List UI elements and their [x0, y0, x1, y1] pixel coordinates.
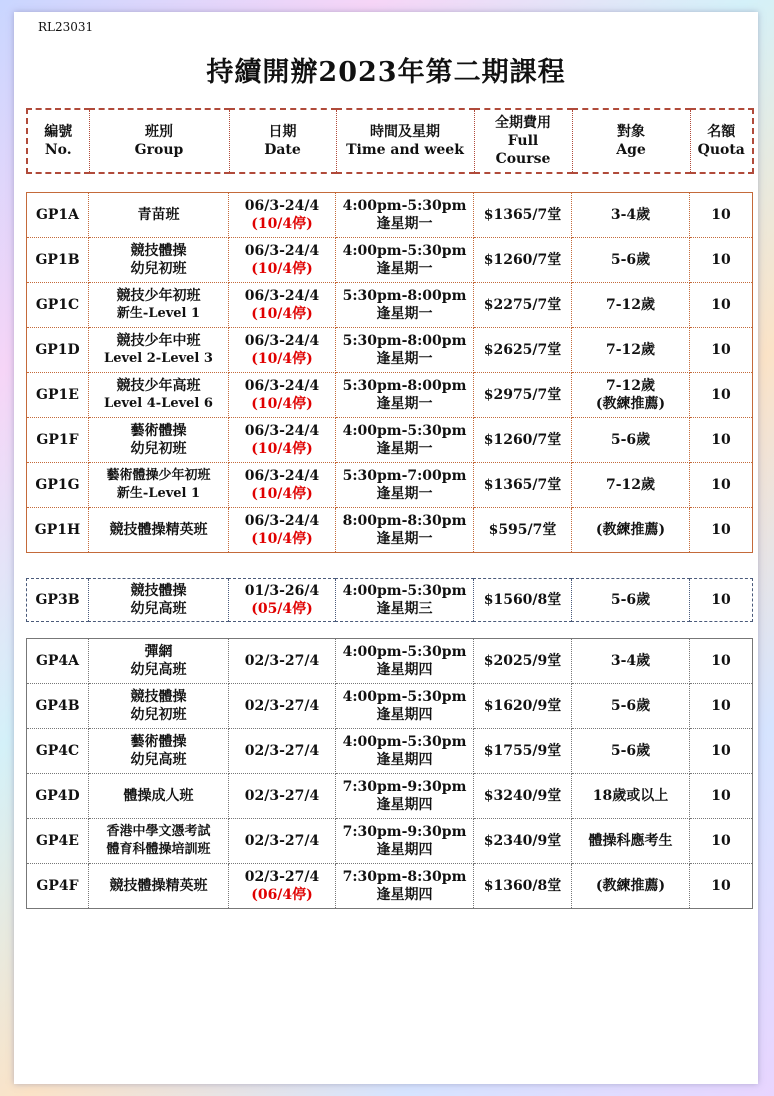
- date-cell: [229, 819, 336, 864]
- time-range: 7:30pm-9:30pm: [342, 824, 467, 840]
- table-row: [27, 418, 753, 463]
- weekday: 逢星期三: [376, 601, 433, 617]
- date-cell: [229, 579, 336, 622]
- time-cell: [336, 639, 474, 684]
- course-no: GP1F: [36, 432, 79, 448]
- date-range: 02/3-27/4: [244, 743, 320, 759]
- course-no-cell: [27, 684, 89, 729]
- target-age: 7-12歲: [605, 297, 656, 313]
- course-no-cell: [27, 373, 89, 418]
- fee-cell: [474, 579, 572, 622]
- course-no: GP4F: [36, 878, 79, 894]
- date-range: 02/3-27/4: [244, 788, 320, 804]
- time-range: 7:30pm-8:30pm: [342, 869, 467, 885]
- course-no: GP4D: [35, 788, 80, 804]
- quota-value: 10: [711, 653, 731, 669]
- quota-cell: [690, 774, 753, 819]
- time-range: 4:00pm-5:30pm: [342, 734, 467, 750]
- quota-value: 10: [711, 698, 731, 714]
- date-cell: [229, 418, 336, 463]
- suspension-note: (10/4停): [251, 441, 313, 457]
- weekday: 逢星期一: [376, 306, 433, 322]
- quota-value: 10: [711, 252, 731, 268]
- course-no-cell: [27, 774, 89, 819]
- quota-cell: [690, 819, 753, 864]
- time-range: 5:30pm-8:00pm: [342, 333, 467, 349]
- document-code: RL23031: [38, 20, 94, 34]
- suspension-note: (10/4停): [251, 351, 313, 367]
- group-name: 競技少年高班: [116, 378, 201, 394]
- course-no-cell: [27, 193, 89, 238]
- fee-cell: [474, 508, 572, 553]
- full-course-fee: $1365/7堂: [483, 477, 562, 493]
- weekday: 逢星期四: [376, 752, 433, 768]
- quota-cell: [690, 729, 753, 774]
- fee-cell: [474, 418, 572, 463]
- date-cell: [229, 283, 336, 328]
- quota-value: 10: [711, 788, 731, 804]
- quota-cell: [690, 193, 753, 238]
- group-name: 競技體操: [130, 689, 187, 705]
- time-range: 4:00pm-5:30pm: [342, 198, 467, 214]
- quota-value: 10: [711, 387, 731, 403]
- suspension-note: (10/4停): [251, 486, 313, 502]
- full-course-fee: $1260/7堂: [483, 252, 562, 268]
- quota-cell: [690, 684, 753, 729]
- time-range: 5:30pm-7:00pm: [342, 468, 467, 484]
- quota-cell: [690, 508, 753, 553]
- age-cell: [572, 774, 690, 819]
- target-age: (教練推薦): [595, 878, 666, 894]
- table-header: [26, 108, 754, 174]
- full-course-fee: $3240/9堂: [483, 788, 562, 804]
- wednesday-classes-table: [26, 578, 753, 622]
- date-cell: [229, 328, 336, 373]
- age-cell: [572, 508, 690, 553]
- quota-cell: [690, 238, 753, 283]
- group-cell: [89, 579, 229, 622]
- date-range: 02/3-27/4: [244, 833, 320, 849]
- weekday: 逢星期一: [376, 396, 433, 412]
- course-no: GP1A: [35, 207, 80, 223]
- age-cell: [572, 639, 690, 684]
- thursday-classes-table: [26, 638, 753, 909]
- time-range: 4:00pm-5:30pm: [342, 423, 467, 439]
- full-course-fee: $2275/7堂: [483, 297, 562, 313]
- course-no: GP1D: [35, 342, 80, 358]
- date-range: 06/3-24/4: [244, 198, 320, 214]
- target-age: 5-6歲: [610, 432, 651, 448]
- group-cell: [89, 238, 229, 283]
- suspension-note: (05/4停): [251, 601, 313, 617]
- page-title: 持續開辦2023年第二期課程: [206, 57, 566, 88]
- date-range: 06/3-24/4: [244, 243, 320, 259]
- table-row: [27, 819, 753, 864]
- target-age: 3-4歲: [610, 653, 651, 669]
- weekday: 逢星期一: [376, 216, 433, 232]
- date-cell: [229, 193, 336, 238]
- time-cell: [336, 463, 474, 508]
- course-no: GP4A: [35, 653, 80, 669]
- date-cell: [229, 463, 336, 508]
- header-time: 時間及星期 Time and week: [336, 109, 474, 173]
- weekday: 逢星期一: [376, 351, 433, 367]
- table-row: [27, 639, 753, 684]
- course-no-cell: [27, 639, 89, 684]
- full-course-fee: $1365/7堂: [483, 207, 562, 223]
- time-range: 4:00pm-5:30pm: [342, 644, 467, 660]
- weekday: 逢星期四: [376, 887, 433, 903]
- header-fee: 全期費用 Full Course: [474, 109, 572, 173]
- age-cell: [572, 328, 690, 373]
- date-cell: [229, 684, 336, 729]
- quota-cell: [690, 463, 753, 508]
- quota-cell: [690, 283, 753, 328]
- age-cell: [572, 864, 690, 909]
- course-no-cell: [27, 819, 89, 864]
- course-no-cell: [27, 238, 89, 283]
- group-name: 香港中學文憑考試: [106, 824, 211, 839]
- group-cell: [89, 684, 229, 729]
- group-cell: [89, 193, 229, 238]
- weekday: 逢星期一: [376, 261, 433, 277]
- course-no-cell: [27, 283, 89, 328]
- age-cell: [572, 729, 690, 774]
- date-range: 02/3-27/4: [244, 653, 320, 669]
- course-no: GP1E: [36, 387, 79, 403]
- full-course-fee: $1260/7堂: [483, 432, 562, 448]
- quota-cell: [690, 373, 753, 418]
- time-cell: [336, 328, 474, 373]
- fee-cell: [474, 864, 572, 909]
- group-cell: [89, 729, 229, 774]
- full-course-fee: $1360/8堂: [483, 878, 562, 894]
- time-cell: [336, 238, 474, 283]
- full-course-fee: $2340/9堂: [483, 833, 562, 849]
- weekday: 逢星期四: [376, 797, 433, 813]
- date-range: 06/3-24/4: [244, 333, 320, 349]
- full-course-fee: $595/7堂: [488, 522, 557, 538]
- suspension-note: (06/4停): [251, 887, 313, 903]
- full-course-fee: $2025/9堂: [483, 653, 562, 669]
- course-no-cell: [27, 508, 89, 553]
- header-no: 編號 No.: [27, 109, 89, 173]
- course-no-cell: [27, 579, 89, 622]
- group-cell: [89, 373, 229, 418]
- quota-value: 10: [711, 833, 731, 849]
- group-name: 新生-Level 1: [116, 486, 201, 501]
- table-row: [27, 193, 753, 238]
- course-no: GP1C: [35, 297, 80, 313]
- quota-value: 10: [711, 342, 731, 358]
- suspension-note: (10/4停): [251, 531, 313, 547]
- date-cell: [229, 238, 336, 283]
- full-course-fee: $2975/7堂: [483, 387, 562, 403]
- schedule-sheet: [14, 12, 758, 1084]
- target-age: 3-4歲: [610, 207, 651, 223]
- weekday: 逢星期一: [376, 486, 433, 502]
- fee-cell: [474, 238, 572, 283]
- table-row: [27, 684, 753, 729]
- time-range: 4:00pm-5:30pm: [342, 689, 467, 705]
- group-name: 幼兒高班: [130, 601, 187, 617]
- group-cell: [89, 418, 229, 463]
- group-name: 藝術體操少年初班: [106, 468, 211, 483]
- quota-value: 10: [711, 743, 731, 759]
- time-cell: [336, 418, 474, 463]
- table-row: [27, 579, 753, 622]
- monday-classes-table: [26, 192, 753, 553]
- full-course-fee: $2625/7堂: [483, 342, 562, 358]
- fee-cell: [474, 463, 572, 508]
- date-cell: [229, 508, 336, 553]
- table-row: [27, 774, 753, 819]
- group-name: 競技體操精英班: [109, 522, 208, 538]
- time-range: 5:30pm-8:00pm: [342, 378, 467, 394]
- date-range: 01/3-26/4: [244, 583, 320, 599]
- time-cell: [336, 193, 474, 238]
- group-name: 競技少年初班: [116, 288, 201, 304]
- group-name: Level 4-Level 6: [104, 396, 213, 411]
- course-no: GP4B: [35, 698, 80, 714]
- group-name: 競技體操: [130, 243, 187, 259]
- full-course-fee: $1755/9堂: [483, 743, 562, 759]
- time-cell: [336, 774, 474, 819]
- time-cell: [336, 864, 474, 909]
- weekday: 逢星期一: [376, 441, 433, 457]
- target-age: 5-6歲: [610, 592, 651, 608]
- time-cell: [336, 684, 474, 729]
- suspension-note: (10/4停): [251, 306, 313, 322]
- group-name: 競技體操精英班: [109, 878, 208, 894]
- fee-cell: [474, 283, 572, 328]
- table-row: [27, 283, 753, 328]
- fee-cell: [474, 774, 572, 819]
- time-range: 8:00pm-8:30pm: [342, 513, 467, 529]
- group-cell: [89, 508, 229, 553]
- group-name: 幼兒初班: [130, 261, 187, 277]
- group-name: 彈網: [144, 644, 173, 660]
- group-name: 競技少年中班: [116, 333, 201, 349]
- group-name: 競技體操: [130, 583, 187, 599]
- header-row: [27, 109, 753, 173]
- course-no-cell: [27, 729, 89, 774]
- course-no: GP1G: [35, 477, 80, 493]
- suspension-note: (10/4停): [251, 261, 313, 277]
- table-row: [27, 238, 753, 283]
- fee-cell: [474, 373, 572, 418]
- quota-value: 10: [711, 297, 731, 313]
- time-cell: [336, 729, 474, 774]
- quota-value: 10: [711, 477, 731, 493]
- table-row: [27, 328, 753, 373]
- course-no-cell: [27, 328, 89, 373]
- quota-cell: [690, 639, 753, 684]
- date-cell: [229, 864, 336, 909]
- age-cell: [572, 418, 690, 463]
- target-age: 7-12歲: [605, 342, 656, 358]
- target-age: (教練推薦): [595, 396, 666, 412]
- group-cell: [89, 819, 229, 864]
- quota-value: 10: [711, 592, 731, 608]
- time-cell: [336, 373, 474, 418]
- group-cell: [89, 864, 229, 909]
- full-course-fee: $1620/9堂: [483, 698, 562, 714]
- course-no: GP4E: [36, 833, 79, 849]
- age-cell: [572, 238, 690, 283]
- course-no-cell: [27, 418, 89, 463]
- header-group: 班別 Group: [89, 109, 229, 173]
- date-range: 06/3-24/4: [244, 378, 320, 394]
- course-no: GP1B: [35, 252, 80, 268]
- course-no: GP3B: [35, 592, 80, 608]
- time-range: 4:00pm-5:30pm: [342, 583, 467, 599]
- fee-cell: [474, 819, 572, 864]
- course-no-cell: [27, 463, 89, 508]
- group-name: 體育科體操培訓班: [106, 842, 211, 857]
- group-cell: [89, 774, 229, 819]
- weekday: 逢星期四: [376, 842, 433, 858]
- full-course-fee: $1560/8堂: [483, 592, 562, 608]
- table-row: [27, 508, 753, 553]
- target-age: 體操科應考生: [588, 833, 673, 849]
- fee-cell: [474, 684, 572, 729]
- time-cell: [336, 819, 474, 864]
- group-name: 幼兒高班: [130, 752, 187, 768]
- table-row: [27, 463, 753, 508]
- group-name: Level 2-Level 3: [104, 351, 213, 366]
- quota-value: 10: [711, 878, 731, 894]
- weekday: 逢星期四: [376, 707, 433, 723]
- fee-cell: [474, 193, 572, 238]
- fee-cell: [474, 729, 572, 774]
- time-cell: [336, 579, 474, 622]
- group-cell: [89, 463, 229, 508]
- weekday: 逢星期一: [376, 531, 433, 547]
- quota-cell: [690, 864, 753, 909]
- group-name: 藝術體操: [130, 734, 187, 750]
- header-age: 對象 Age: [572, 109, 690, 173]
- date-range: 02/3-27/4: [244, 698, 320, 714]
- date-range: 06/3-24/4: [244, 288, 320, 304]
- target-age: 5-6歲: [610, 743, 651, 759]
- date-cell: [229, 729, 336, 774]
- time-cell: [336, 283, 474, 328]
- target-age: 5-6歲: [610, 252, 651, 268]
- group-name: 幼兒高班: [130, 662, 187, 678]
- quota-cell: [690, 579, 753, 622]
- age-cell: [572, 579, 690, 622]
- group-name: 幼兒初班: [130, 441, 187, 457]
- time-range: 4:00pm-5:30pm: [342, 243, 467, 259]
- header-quota: 名額 Quota: [690, 109, 753, 173]
- target-age: 7-12歲: [605, 477, 656, 493]
- group-name: 新生-Level 1: [116, 306, 201, 321]
- fee-cell: [474, 639, 572, 684]
- group-name: 藝術體操: [130, 423, 187, 439]
- date-range: 06/3-24/4: [244, 513, 320, 529]
- target-age: 7-12歲: [605, 378, 656, 394]
- group-name: 幼兒初班: [130, 707, 187, 723]
- course-no-cell: [27, 864, 89, 909]
- time-range: 7:30pm-9:30pm: [342, 779, 467, 795]
- group-cell: [89, 639, 229, 684]
- fee-cell: [474, 328, 572, 373]
- suspension-note: (10/4停): [251, 216, 313, 232]
- quota-cell: [690, 418, 753, 463]
- target-age: (教練推薦): [595, 522, 666, 538]
- course-no: GP4C: [35, 743, 80, 759]
- date-range: 02/3-27/4: [244, 869, 320, 885]
- age-cell: [572, 193, 690, 238]
- weekday: 逢星期四: [376, 662, 433, 678]
- age-cell: [572, 373, 690, 418]
- quota-value: 10: [711, 432, 731, 448]
- target-age: 5-6歲: [610, 698, 651, 714]
- table-row: [27, 373, 753, 418]
- quota-value: 10: [711, 522, 731, 538]
- group-name: 青苗班: [137, 207, 180, 223]
- time-cell: [336, 508, 474, 553]
- table-row: [27, 729, 753, 774]
- age-cell: [572, 283, 690, 328]
- group-cell: [89, 328, 229, 373]
- age-cell: [572, 819, 690, 864]
- time-range: 5:30pm-8:00pm: [342, 288, 467, 304]
- date-range: 06/3-24/4: [244, 468, 320, 484]
- quota-cell: [690, 328, 753, 373]
- group-cell: [89, 283, 229, 328]
- header-date: 日期 Date: [229, 109, 336, 173]
- date-cell: [229, 373, 336, 418]
- age-cell: [572, 463, 690, 508]
- suspension-note: (10/4停): [251, 396, 313, 412]
- age-cell: [572, 684, 690, 729]
- date-cell: [229, 639, 336, 684]
- course-no: GP1H: [34, 522, 81, 538]
- table-row: [27, 864, 753, 909]
- target-age: 18歲或以上: [592, 788, 669, 804]
- quota-value: 10: [711, 207, 731, 223]
- date-cell: [229, 774, 336, 819]
- date-range: 06/3-24/4: [244, 423, 320, 439]
- group-name: 體操成人班: [123, 788, 194, 804]
